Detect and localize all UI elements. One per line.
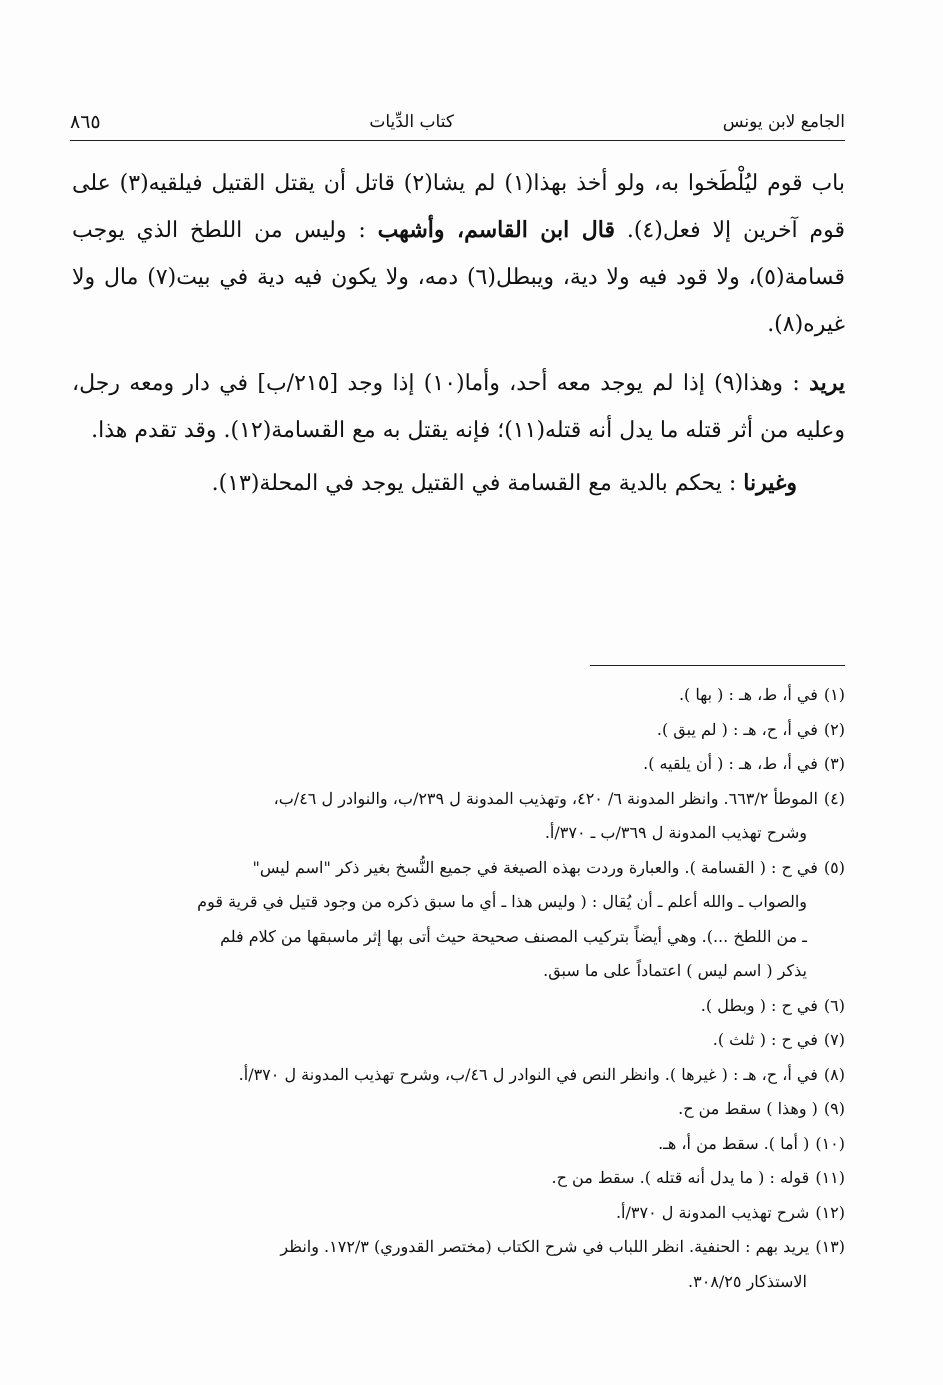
footnote xyxy=(72,1092,845,1127)
paragraph-3 xyxy=(72,460,845,507)
footnote-text: في أ، ح، هـ : ( غيرها ). وانظر النص في النوادر ل ٤٦/ب، وشرح تهذيب المدونة ل ٣٧٠/أ. xyxy=(238,1064,818,1084)
header-rule xyxy=(70,140,845,141)
footnote-number: (٣) xyxy=(823,754,845,773)
footnote-number: (١٣) xyxy=(815,1237,845,1256)
footnote-text: في ح : ( وبطل ). xyxy=(700,995,818,1015)
footnote-number: (١٠) xyxy=(815,1133,845,1153)
paragraph-1-text: باب قوم ليُلْطَخوا به، ولو أخذ بهذا(١) لم يشا(٢) قاتل أن يقتل القتيل فيلقيه(٣) على قوم آخرين إلا فعل(٤). xyxy=(72,171,846,243)
footnote xyxy=(72,678,845,713)
footnote xyxy=(72,1230,845,1265)
paragraph-1-rest: : وليس من اللطخ الذي يوجب قسامة(٥)، ولا قود فيه ولا دية، ويبطل(٦) دمه، ولا يكون فيه دية في بيت(٧) مال ولا غيره(٨). xyxy=(72,218,845,337)
footnote-text: قوله : ( ما يدل أنه قتله ). سقط من ح. xyxy=(551,1168,810,1187)
footnote-number: (٤) xyxy=(823,788,845,808)
footnote xyxy=(72,782,845,817)
paragraph-2-text: : وهذا(٩) إذا لم يوجد معه أحد، وأما(١٠) إذا وجد [٢١٥/ب] في دار ومعه رجل، وعليه من أثر قتله ما يدل أنه قتله(١١)؛ فإنه يقتل به مع القسامة(١٢). وقد تقدم هذا. xyxy=(72,371,845,443)
footnote xyxy=(72,1196,845,1231)
footnote-continuation: الاستذكار ٣٠٨/٢٥. xyxy=(688,1271,807,1291)
footnote-number: (٨) xyxy=(823,1064,845,1084)
footnote xyxy=(72,1161,845,1196)
footnote-text: ( وهذا ) سقط من ح. xyxy=(678,1099,818,1118)
footnote-number: (١) xyxy=(823,685,845,704)
running-header xyxy=(70,108,845,136)
paragraph-3-speaker: وغيرنا xyxy=(743,470,797,496)
footnotes xyxy=(72,678,845,1299)
footnote-number: (٦) xyxy=(823,995,845,1015)
footnote-rule xyxy=(590,665,845,666)
footnote-number: (٩) xyxy=(823,1099,845,1118)
page-number: ٨٦٥ xyxy=(70,111,101,133)
footnote xyxy=(72,1058,845,1093)
paragraph-3-text: : يحكم بالدية مع القسامة في القتيل يوجد في المحلة(١٣). xyxy=(211,471,737,496)
footnote-text: في ح : ( القسامة ). والعبارة وردت بهذه الصيغة في جميع النُّسخ بغير ذكر "اسم ليس" xyxy=(252,857,818,877)
paragraph-2 xyxy=(72,360,845,454)
chapter-title: كتاب الدِّيات xyxy=(369,112,454,132)
footnote-number: (١١) xyxy=(815,1168,845,1187)
footnote-text: ( أما ). سقط من أ، هـ. xyxy=(658,1133,810,1153)
footnote xyxy=(72,851,845,886)
footnote-text: في أ، ط، هـ : ( أن يلقيه ). xyxy=(643,754,818,773)
footnote-continuation: يذكر ( اسم ليس ) اعتماداً على ما سبق. xyxy=(543,961,807,980)
footnote-number: (٢) xyxy=(823,719,845,739)
footnote-continuation: والصواب ـ والله أعلم ـ أن يُقال : ( وليس هذا ـ أي ما سبق ذكره من وجود قتيل في قرية قوم xyxy=(197,892,807,911)
paragraph-2-speaker: يريد xyxy=(809,370,845,396)
footnote-continuation: ـ من اللطخ ...). وهي أيضاً بتركيب المصنف صحيحة حيث أتى بها إثر ماسبقها من كلام فلم xyxy=(220,926,807,946)
paragraph-1 xyxy=(72,160,845,348)
footnote xyxy=(72,989,845,1024)
footnote-text: يريد بهم : الحنفية. انظر اللباب في شرح الكتاب (مختصر القدوري) ١٧٢/٣. وانظر xyxy=(280,1237,810,1256)
footnote-continuation: وشرح تهذيب المدونة ل ٣٦٩/ب ـ ٣٧٠/أ. xyxy=(544,823,807,842)
footnote xyxy=(72,747,845,782)
footnote-text: في أ، ط، هـ : ( بها ). xyxy=(678,685,818,704)
footnote-text: شرح تهذيب المدونة ل ٣٧٠/أ. xyxy=(615,1202,810,1222)
footnote-text: الموطأ ٦٦٣/٢. وانظر المدونة ٦/ ٤٢٠، وتهذيب المدونة ل ٢٣٩/ب، والنوادر ل ٤٦/ب، xyxy=(273,788,818,808)
footnote-text: في ح : ( ثلث ). xyxy=(712,1030,818,1049)
book-title: الجامع لابن يونس xyxy=(722,112,845,132)
footnote-number: (٧) xyxy=(823,1030,845,1049)
main-text xyxy=(72,160,845,507)
footnote xyxy=(72,1023,845,1058)
footnote xyxy=(72,713,845,748)
paragraph-1-speaker: قال ابن القاسم، وأشهب xyxy=(377,217,615,243)
footnote-number: (١٢) xyxy=(815,1202,845,1222)
footnote-text: في أ، ح، هـ : ( لم يبق ). xyxy=(656,719,818,739)
footnote-number: (٥) xyxy=(823,857,845,877)
footnote xyxy=(72,1127,845,1162)
